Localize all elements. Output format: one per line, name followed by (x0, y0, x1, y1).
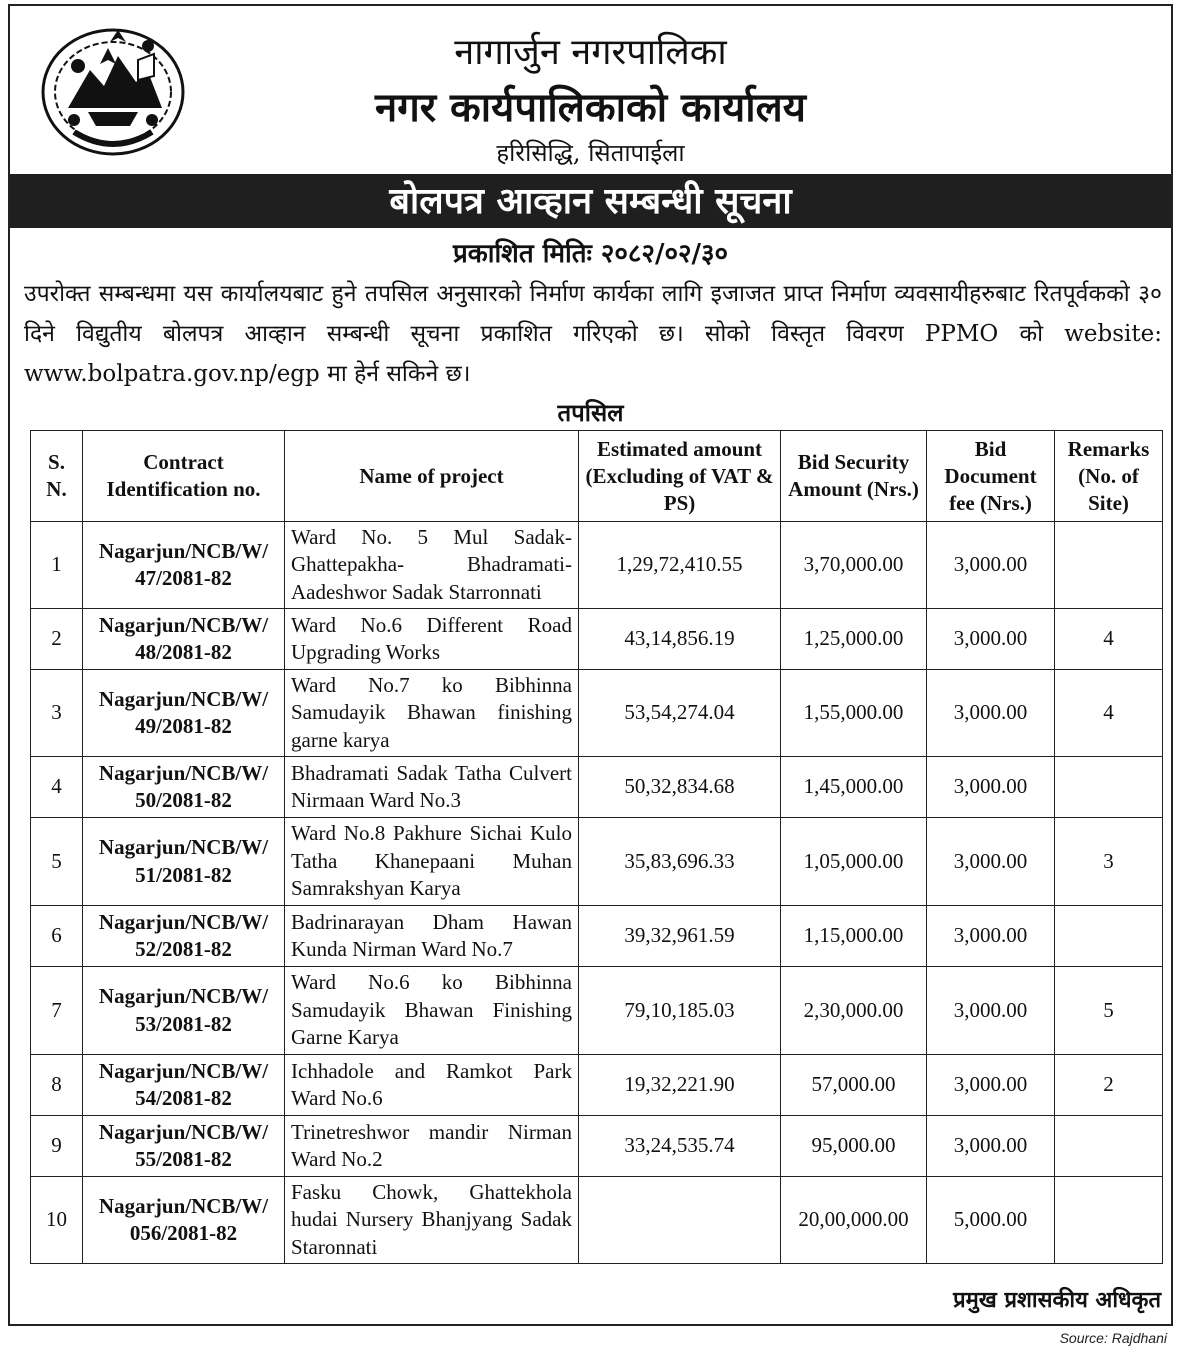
cell-project-name: Trinetreshwor mandir Nirman Ward No.2 (285, 1116, 579, 1177)
cell-sn: 4 (31, 757, 83, 818)
cell-contract-id (83, 1116, 285, 1177)
source-credit: Source: Rajdhani (1059, 1330, 1167, 1346)
cell-contract-id (83, 967, 285, 1055)
office-name: नगर कार्यपालिकाको कार्यालय (375, 84, 806, 131)
cell-remarks: 2 (1055, 1055, 1163, 1116)
cell-remarks (1055, 757, 1163, 818)
office-address: हरिसिद्धि, सितापाईला (496, 139, 685, 167)
header-bid-security: Bid Security Amount (Nrs.) (781, 431, 927, 522)
cell-document-fee: 3,000.00 (927, 1055, 1055, 1116)
notice-document (8, 4, 1173, 1326)
contract-id-part2: 51/2081-82 (135, 862, 232, 887)
cell-document-fee: 3,000.00 (927, 522, 1055, 609)
table-row (31, 1177, 1163, 1264)
cell-estimated-amount: 50,32,834.68 (579, 757, 781, 818)
cell-contract-id (83, 609, 285, 670)
table-row (31, 522, 1163, 609)
contract-id-part1: Nagarjun/NCB/W/ (98, 835, 269, 859)
table-row (31, 1055, 1163, 1116)
cell-sn: 1 (31, 522, 83, 609)
contract-id-part1: Nagarjun/NCB/W/ (98, 612, 269, 637)
cell-sn: 7 (31, 967, 83, 1055)
cell-remarks: 4 (1055, 609, 1163, 670)
contract-id-part1: Nagarjun/NCB/W/ (98, 686, 269, 711)
cell-sn: 9 (31, 1116, 83, 1177)
cell-remarks (1055, 906, 1163, 967)
table-row (31, 967, 1163, 1055)
contract-id-part2: 53/2081-82 (135, 1011, 232, 1036)
cell-document-fee: 3,000.00 (927, 967, 1055, 1055)
cell-estimated-amount: 39,32,961.59 (579, 906, 781, 967)
schedule-heading: तपसिल (557, 398, 624, 427)
cell-document-fee: 3,000.00 (927, 670, 1055, 757)
contract-id-part2: 056/2081-82 (129, 1221, 238, 1245)
cell-contract-id (83, 522, 285, 609)
table-row (31, 1116, 1163, 1177)
header-document-fee: Bid Document fee (Nrs.) (927, 431, 1055, 522)
cell-bid-security: 2,30,000.00 (781, 967, 927, 1055)
cell-estimated-amount: 53,54,274.04 (579, 670, 781, 757)
header-contract-id: Contract Identification no. (83, 431, 285, 522)
cell-sn: 6 (31, 906, 83, 967)
cell-sn: 5 (31, 818, 83, 906)
cell-remarks: 5 (1055, 967, 1163, 1055)
cell-remarks (1055, 522, 1163, 609)
cell-project-name: Ward No.6 Different Road Upgrading Works (285, 609, 579, 670)
contract-id-part2: 48/2081-82 (135, 640, 232, 664)
cell-estimated-amount: 43,14,856.19 (579, 609, 781, 670)
table-row (31, 757, 1163, 818)
cell-estimated-amount (579, 1177, 781, 1264)
signatory-title: प्रमुख प्रशासकीय अधिकृत (953, 1287, 1161, 1313)
contract-id-part1: Nagarjun/NCB/W/ (98, 1193, 269, 1218)
contract-id-part2: 50/2081-82 (135, 788, 232, 812)
notice-body: उपरोक्त सम्बन्धमा यस कार्यालयबाट हुने तपसिल अनुसारको निर्माण कार्यका लागि इजाजत प्राप्त निर्माण व्यवसायीहरुबाट रितपूर्वकको ३० दिने विद्युतीय बोलपत्र आव्हान सम्बन्धी सूचना प्रकाशित गरिएको छ। सोको विस्तृत विवरण PPMO को website: www.bolpatra.gov.np/egp मा हेर्न सकिने छ। (24, 281, 1162, 387)
cell-sn: 10 (31, 1177, 83, 1264)
cell-document-fee: 3,000.00 (927, 1116, 1055, 1177)
cell-project-name: Ward No.7 ko Bibhinna Samudayik Bhawan finishing garne karya (285, 670, 579, 757)
contract-id-part1: Nagarjun/NCB/W/ (98, 1119, 269, 1144)
header-sn: S. N. (31, 431, 83, 522)
cell-document-fee: 5,000.00 (927, 1177, 1055, 1264)
cell-remarks (1055, 1116, 1163, 1177)
table-row (31, 609, 1163, 670)
cell-bid-security: 20,00,000.00 (781, 1177, 927, 1264)
contract-id-part2: 55/2081-82 (135, 1147, 232, 1171)
notice-title: बोलपत्र आव्हान सम्बन्धी सूचना (10, 174, 1171, 228)
cell-bid-security: 1,55,000.00 (781, 670, 927, 757)
header-estimated-amount: Estimated amount (Excluding of VAT & PS) (579, 431, 781, 522)
cell-bid-security: 1,45,000.00 (781, 757, 927, 818)
municipality-name: नागार्जुन नगरपालिका (454, 32, 727, 73)
cell-project-name: Ward No.6 ko Bibhinna Samudayik Bhawan Finishing Garne Karya (285, 967, 579, 1055)
cell-sn: 2 (31, 609, 83, 670)
cell-document-fee: 3,000.00 (927, 906, 1055, 967)
cell-remarks: 3 (1055, 818, 1163, 906)
cell-document-fee: 3,000.00 (927, 757, 1055, 818)
header-project-name: Name of project (285, 431, 579, 522)
contract-id-part1: Nagarjun/NCB/W/ (98, 909, 269, 934)
cell-sn: 3 (31, 670, 83, 757)
cell-contract-id (83, 757, 285, 818)
cell-document-fee: 3,000.00 (927, 609, 1055, 670)
cell-project-name: Ward No. 5 Mul Sadak-Ghattepakha- Bhadramati-Aadeshwor Sadak Starronnati (285, 522, 579, 609)
cell-bid-security: 57,000.00 (781, 1055, 927, 1116)
cell-remarks (1055, 1177, 1163, 1264)
cell-estimated-amount: 79,10,185.03 (579, 967, 781, 1055)
cell-contract-id (83, 1055, 285, 1116)
cell-estimated-amount: 33,24,535.74 (579, 1116, 781, 1177)
cell-bid-security: 1,05,000.00 (781, 818, 927, 906)
cell-sn: 8 (31, 1055, 83, 1116)
cell-project-name: Ward No.8 Pakhure Sichai Kulo Tatha Khanepaani Muhan Samrakshyan Karya (285, 818, 579, 906)
cell-bid-security: 1,15,000.00 (781, 906, 927, 967)
cell-estimated-amount: 19,32,221.90 (579, 1055, 781, 1116)
contract-id-part1: Nagarjun/NCB/W/ (98, 984, 269, 1008)
cell-estimated-amount: 35,83,696.33 (579, 818, 781, 906)
cell-project-name: Ichhadole and Ramkot Park Ward No.6 (285, 1055, 579, 1116)
contract-id-part2: 47/2081-82 (135, 566, 232, 590)
contract-id-part1: Nagarjun/NCB/W/ (98, 760, 269, 785)
published-date: प्रकाशित मितिः २०८२/०२/३० (452, 239, 729, 269)
notice-header (10, 6, 1171, 174)
cell-estimated-amount: 1,29,72,410.55 (579, 522, 781, 609)
contract-id-part2: 54/2081-82 (135, 1086, 232, 1110)
table-header-row (31, 431, 1163, 522)
cell-contract-id (83, 818, 285, 906)
contract-id-part1: Nagarjun/NCB/W/ (98, 538, 269, 563)
cell-remarks: 4 (1055, 670, 1163, 757)
header-remarks: Remarks (No. of Site) (1055, 431, 1163, 522)
cell-project-name: Fasku Chowk, Ghattekhola hudai Nursery Bhanjyang Sadak Staronnati (285, 1177, 579, 1264)
cell-contract-id (83, 670, 285, 757)
contract-id-part2: 49/2081-82 (135, 714, 232, 738)
table-row (31, 818, 1163, 906)
cell-contract-id (83, 906, 285, 967)
cell-bid-security: 95,000.00 (781, 1116, 927, 1177)
contract-id-part2: 52/2081-82 (135, 937, 232, 961)
cell-bid-security: 1,25,000.00 (781, 609, 927, 670)
cell-project-name: Badrinarayan Dham Hawan Kunda Nirman Ward No.7 (285, 906, 579, 967)
cell-contract-id (83, 1177, 285, 1264)
contract-id-part1: Nagarjun/NCB/W/ (98, 1058, 269, 1083)
table-row (31, 670, 1163, 757)
table-row (31, 906, 1163, 967)
cell-project-name: Bhadramati Sadak Tatha Culvert Nirmaan Ward No.3 (285, 757, 579, 818)
tender-schedule-table (30, 430, 1163, 1264)
cell-bid-security: 3,70,000.00 (781, 522, 927, 609)
cell-document-fee: 3,000.00 (927, 818, 1055, 906)
